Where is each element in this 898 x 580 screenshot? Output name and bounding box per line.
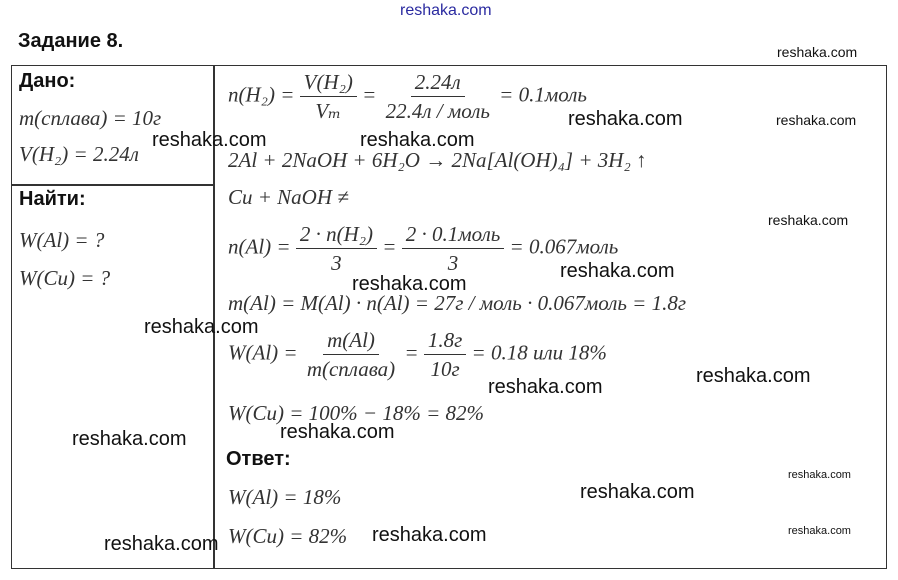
find-header: Найти: <box>19 188 86 210</box>
watermark: reshaka.com <box>372 524 487 546</box>
watermark: reshaka.com <box>152 129 267 151</box>
w-al-result: = 0.18 или 18% <box>471 340 607 365</box>
n-h2-numerator: V(H₂) <box>300 68 357 97</box>
formula-n-h2 <box>228 68 587 125</box>
watermark: reshaka.com <box>72 428 187 450</box>
watermark: reshaka.com <box>560 260 675 282</box>
reaction-cu-naoh: Cu + NaOH ≠ <box>228 185 349 209</box>
watermark: reshaka.com <box>488 376 603 398</box>
given-header: Дано: <box>19 70 76 92</box>
n-al-denominator-value: 3 <box>447 251 459 275</box>
w-al-lhs: W(Al) = <box>228 340 298 365</box>
watermark: reshaka.com <box>696 365 811 387</box>
n-al-equals: = <box>382 234 397 259</box>
watermark: reshaka.com <box>360 129 475 151</box>
fraction-n-al-values <box>402 220 505 277</box>
n-al-result: = 0.067моль <box>509 234 619 259</box>
watermark: reshaka.com <box>768 212 849 228</box>
formula-w-al <box>228 326 607 383</box>
w-al-numerator: m(Al) <box>323 326 379 355</box>
fraction-volume-values <box>382 68 494 125</box>
find-w-al: W(Al) = ? <box>19 228 105 252</box>
n-h2-result: = 0.1моль <box>499 82 587 107</box>
fraction-v-over-vm <box>300 68 357 125</box>
n-al-denominator: 3 <box>331 251 342 275</box>
formula-w-cu: W(Cu) = 100% − 18% = 82% <box>228 401 484 425</box>
task-title: Задание 8. <box>18 30 124 52</box>
watermark: reshaka.com <box>144 316 259 338</box>
n-h2-numerator-value: 2.24л <box>411 68 465 97</box>
watermark: reshaka.com <box>777 44 858 60</box>
fraction-w-al-values <box>424 326 466 383</box>
watermark: reshaka.com <box>104 533 219 555</box>
watermark-top: reshaka.com <box>400 2 492 19</box>
watermark: reshaka.com <box>776 112 857 128</box>
answer-header: Ответ: <box>226 448 291 470</box>
watermark: reshaka.com <box>280 421 395 443</box>
n-al-lhs: n(Al) = <box>228 234 291 259</box>
given-volume-h2: V(H₂) = 2.24л <box>19 142 139 166</box>
n-al-numerator-value: 2 · 0.1моль <box>402 220 505 249</box>
w-al-denominator-value: 10г <box>430 357 460 381</box>
watermark: reshaka.com <box>568 108 683 130</box>
watermark: reshaka.com <box>788 469 851 481</box>
n-h2-denominator: Vₘ <box>315 99 342 123</box>
watermark: reshaka.com <box>352 273 467 295</box>
w-al-numerator-value: 1.8г <box>424 326 466 355</box>
watermark: reshaka.com <box>580 481 695 503</box>
w-al-denominator: m(сплава) <box>306 357 396 381</box>
find-w-cu: W(Cu) = ? <box>19 266 111 290</box>
answer-w-cu: W(Cu) = 82% <box>228 524 348 548</box>
formula-m-al: m(Al) = M(Al) · n(Al) = 27г / моль · 0.067моль = 1.8г <box>228 291 687 315</box>
n-h2-denominator-value: 22.4л / моль <box>385 99 490 123</box>
n-h2-equals: = <box>362 82 377 107</box>
n-h2-lhs: n(H₂) = <box>228 82 295 107</box>
w-al-equals: = <box>404 340 419 365</box>
fraction-w-al-symbolic <box>303 326 399 383</box>
watermark: reshaka.com <box>788 525 851 537</box>
given-mass-alloy: m(сплава) = 10г <box>19 106 162 130</box>
fraction-n-al-symbolic <box>296 220 377 277</box>
given-find-divider <box>11 184 214 186</box>
n-al-numerator: 2 · n(H₂) <box>296 220 377 249</box>
reaction-al-naoh: 2Al + 2NaOH + 6H₂O → 2Na[Al(OH)₄] + 3H₂ ↑ <box>228 148 647 172</box>
answer-w-al: W(Al) = 18% <box>228 485 342 509</box>
